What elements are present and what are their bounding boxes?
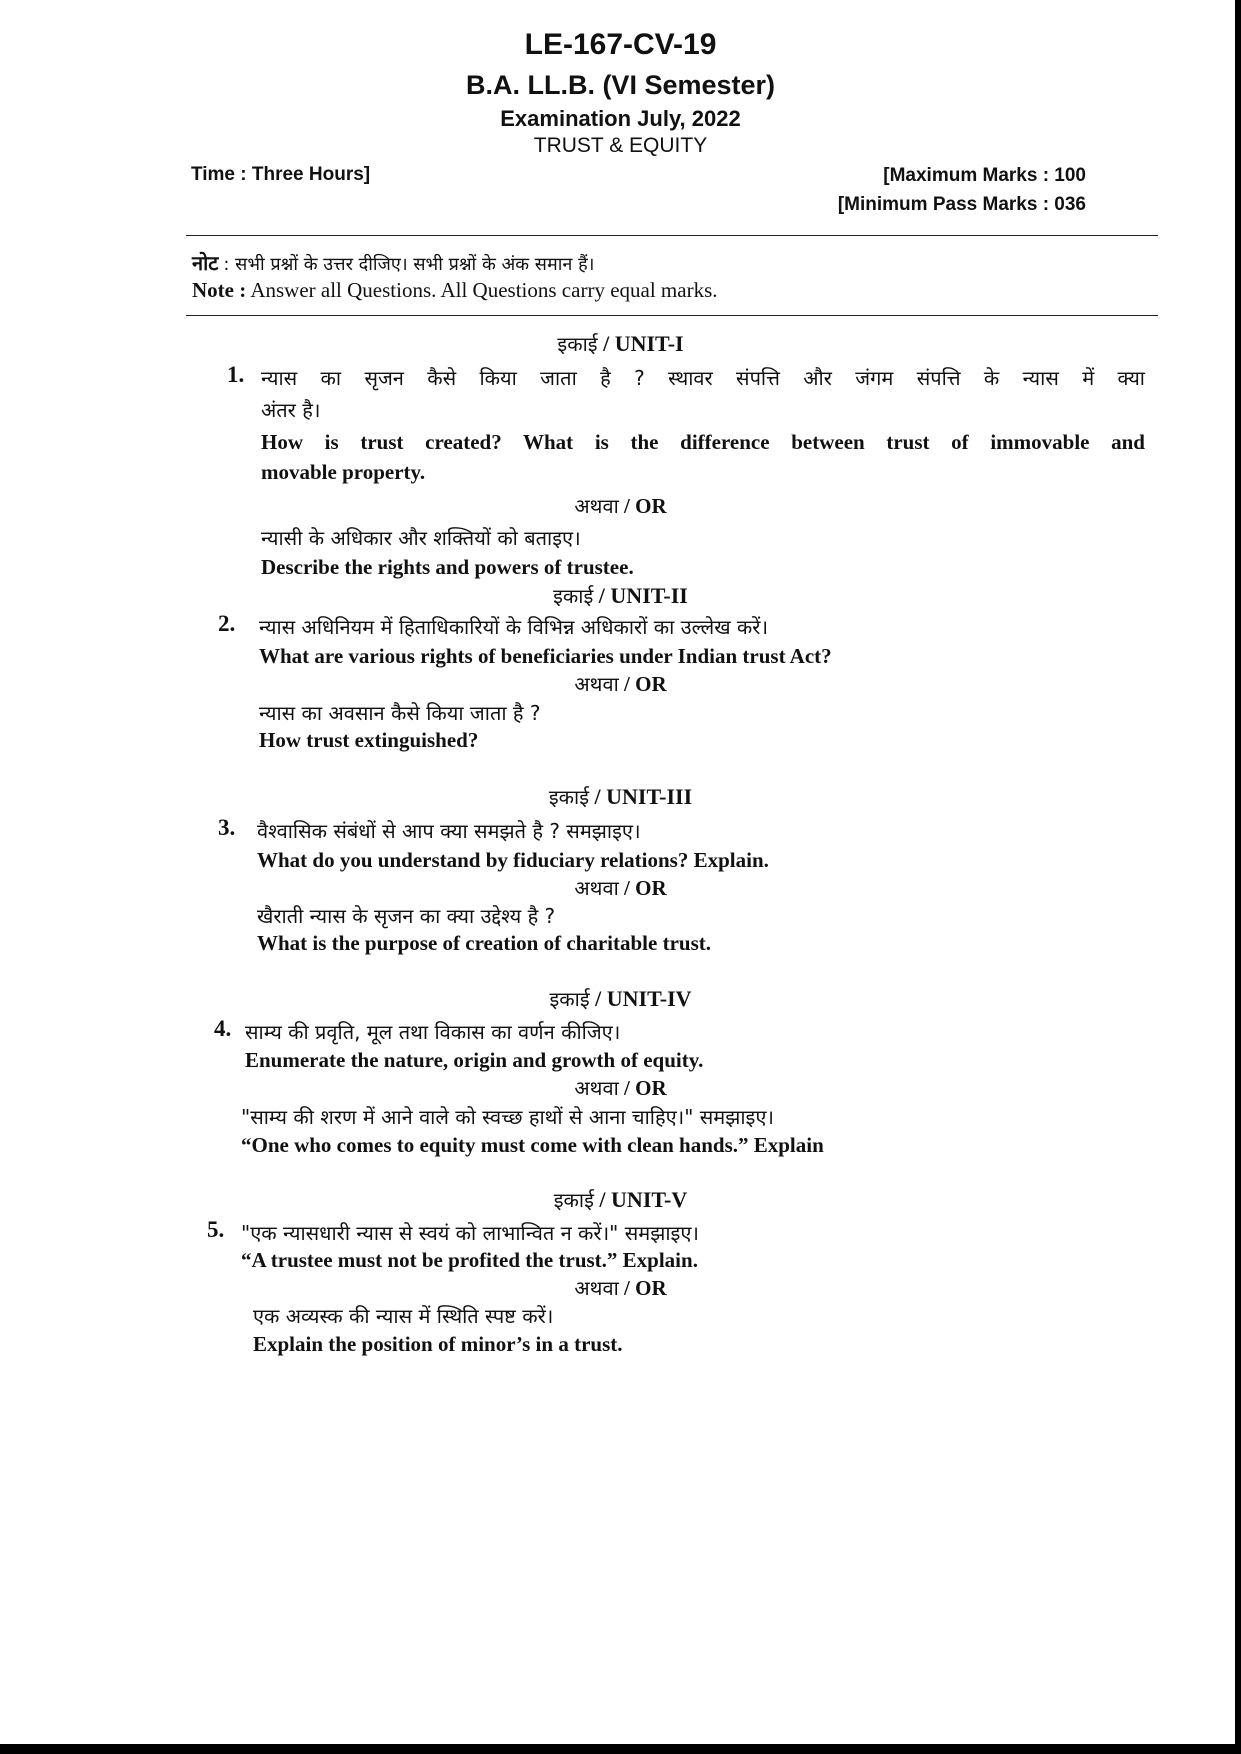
question-hindi: न्यास का सृजन कैसे किया जाता है ? स्थावर संपत्ति और जंगम संपत्ति के न्यास में क्या bbox=[261, 366, 1145, 390]
question-number: 5. bbox=[207, 1217, 225, 1242]
unit-heading: इकाई / UNIT-I bbox=[557, 331, 684, 356]
or-hindi: अथवा bbox=[574, 1076, 619, 1100]
or-english: OR bbox=[635, 1276, 667, 1300]
or-hindi: अथवा bbox=[574, 876, 619, 900]
unit-heading: इकाई / UNIT-III bbox=[548, 784, 693, 809]
note-english-text: Answer all Questions. All Questions carry equal marks. bbox=[250, 278, 718, 302]
unit-label: UNIT-IV bbox=[606, 986, 692, 1011]
question-english: What are various rights of beneficiaries under Indian trust Act? bbox=[259, 644, 832, 668]
unit-hindi-label: इकाई bbox=[553, 584, 594, 608]
unit-hindi-label: इकाई bbox=[548, 785, 590, 809]
or-sep: / bbox=[618, 1076, 636, 1100]
or-hindi: अथवा bbox=[574, 494, 619, 518]
alt-question-hindi: खैराती न्यास के सृजन का क्या उद्देश्य है ? bbox=[257, 904, 556, 928]
question-english: What do you understand by fiduciary relations? Explain. bbox=[257, 848, 769, 872]
alt-question-hindi: एक अव्यस्क की न्यास में स्थिति स्पष्ट करें। bbox=[253, 1304, 554, 1328]
alt-question-hindi: न्यासी के अधिकार और शक्तियों को बताइए। bbox=[261, 526, 581, 550]
alt-question-english: What is the purpose of creation of charitable trust. bbox=[257, 931, 711, 955]
unit-label: UNIT-II bbox=[610, 583, 688, 608]
question-hindi: वैश्वासिक संबंधों से आप क्या समझते है ? समझाइए। bbox=[257, 819, 641, 843]
divider-bottom bbox=[186, 315, 1158, 316]
unit-heading: इकाई / UNIT-II bbox=[553, 583, 688, 608]
question-english-cont: movable property. bbox=[261, 460, 426, 484]
note-hindi-text: : सभी प्रश्नों के उत्तर दीजिए। सभी प्रश्नों के अंक समान हैं। bbox=[223, 254, 595, 275]
alt-question-english: How trust extinguished? bbox=[259, 728, 479, 752]
or-hindi: अथवा bbox=[574, 1276, 619, 1300]
unit-heading: इकाई / UNIT-IV bbox=[549, 986, 692, 1011]
unit-hindi-label: इकाई bbox=[549, 987, 590, 1011]
alt-question-english: “One who comes to equity must come with clean hands.” Explain bbox=[241, 1133, 824, 1157]
time-label: Time : Three Hours] bbox=[191, 164, 371, 185]
question-english: Enumerate the nature, origin and growth of equity. bbox=[245, 1048, 704, 1072]
question-hindi: न्यास अधिनियम में हिताधिकारियों के विभिन्न अधिकारों का उल्लेख करें। bbox=[259, 615, 769, 639]
unit-hindi-label: इकाई bbox=[557, 332, 598, 356]
exam-session: Examination July, 2022 bbox=[500, 106, 741, 131]
or-divider bbox=[0, 1274, 1241, 1301]
or-sep: / bbox=[618, 1276, 636, 1300]
note-hindi-label: नोट bbox=[192, 251, 219, 275]
question-number: 1. bbox=[227, 362, 245, 387]
or-divider bbox=[0, 492, 1241, 519]
unit-hindi-label: इकाई bbox=[553, 1188, 594, 1212]
or-english: OR bbox=[635, 494, 667, 518]
or-sep: / bbox=[618, 494, 636, 518]
alt-question-hindi: "साम्य की शरण में आने वाले को स्वच्छ हाथों से आना चाहिए।" समझाइए। bbox=[241, 1105, 775, 1129]
note-english-label: Note : bbox=[192, 278, 247, 302]
or-english: OR bbox=[635, 1076, 667, 1100]
max-marks: [Maximum Marks : 100 bbox=[883, 165, 1086, 186]
unit-label: UNIT-I bbox=[614, 331, 684, 356]
question-english: How is trust created? What is the difference between trust of immovable and bbox=[261, 430, 1145, 454]
question-number: 3. bbox=[218, 815, 236, 840]
scan-edge-bottom bbox=[0, 1744, 1241, 1754]
question-number: 2. bbox=[218, 611, 236, 636]
course-title: B.A. LL.B. (VI Semester) bbox=[465, 70, 776, 100]
unit-heading: इकाई / UNIT-V bbox=[553, 1187, 688, 1212]
note-english bbox=[192, 278, 718, 303]
or-hindi: अथवा bbox=[574, 672, 619, 696]
unit-label: UNIT-V bbox=[611, 1187, 688, 1212]
or-sep: / bbox=[618, 672, 636, 696]
or-english: OR bbox=[635, 876, 667, 900]
note-hindi bbox=[192, 249, 594, 276]
paper-code: LE-167-CV-19 bbox=[524, 28, 717, 61]
alt-question-english: Explain the position of minor’s in a trust. bbox=[253, 1332, 623, 1356]
or-divider bbox=[0, 1074, 1241, 1101]
question-number: 4. bbox=[214, 1016, 232, 1041]
alt-question-english: Describe the rights and powers of trustee. bbox=[261, 555, 634, 579]
or-divider bbox=[0, 874, 1241, 901]
question-hindi-cont: अंतर है। bbox=[261, 398, 321, 422]
unit-label: UNIT-III bbox=[606, 784, 693, 809]
question-english: “A trustee must not be profited the trust.” Explain. bbox=[241, 1248, 698, 1272]
or-english: OR bbox=[635, 672, 667, 696]
divider-top bbox=[186, 235, 1158, 236]
question-hindi: साम्य की प्रवृति, मूल तथा विकास का वर्णन कीजिए। bbox=[245, 1020, 621, 1044]
alt-question-hindi: न्यास का अवसान कैसे किया जाता है ? bbox=[259, 701, 541, 725]
or-divider bbox=[0, 670, 1241, 697]
scan-edge-right bbox=[1235, 0, 1241, 1754]
subject-title: TRUST & EQUITY bbox=[533, 134, 708, 157]
or-sep: / bbox=[618, 876, 636, 900]
min-pass-marks: [Minimum Pass Marks : 036 bbox=[837, 194, 1086, 215]
question-hindi: "एक न्यासधारी न्यास से स्वयं को लाभान्वित न करें।" समझाइए। bbox=[241, 1221, 699, 1245]
